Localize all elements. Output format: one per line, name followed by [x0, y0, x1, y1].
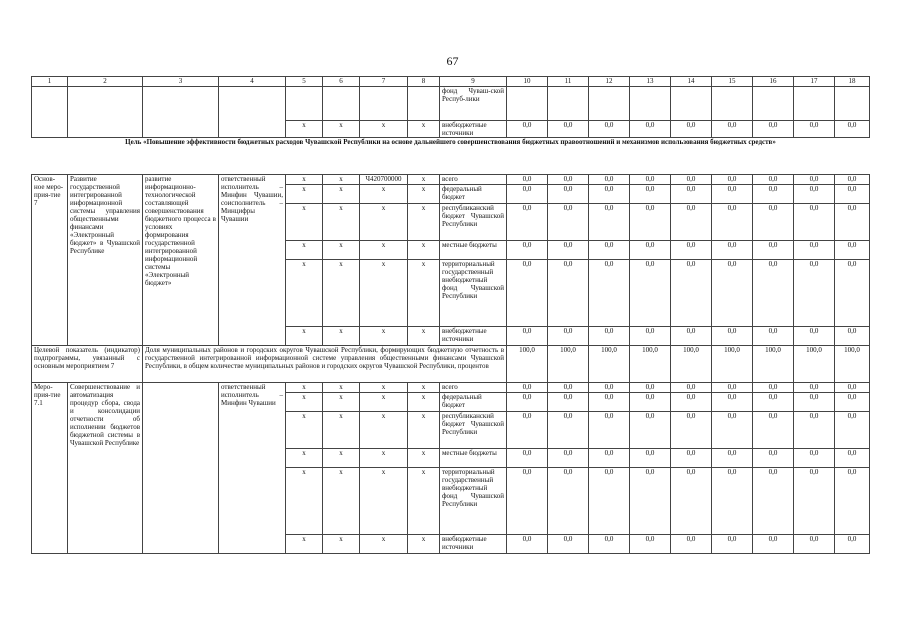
code-cell: x [408, 327, 440, 346]
value-cell: 0,0 [794, 175, 835, 185]
value-cell: 0,0 [507, 535, 548, 554]
code-cell: x [360, 260, 408, 327]
goal-row [32, 138, 870, 175]
value-cell: 0,0 [548, 449, 589, 468]
indicator-value: 100,0 [671, 346, 712, 383]
value-cell: 0,0 [753, 449, 794, 468]
value-cell: 0,0 [507, 260, 548, 327]
value-cell: 0,0 [507, 393, 548, 412]
value-cell: 0,0 [835, 260, 870, 327]
code-cell: x [360, 412, 408, 449]
value-cell: 0,0 [630, 120, 671, 138]
value-cell: 0,0 [712, 260, 753, 327]
code-cell: x [408, 175, 440, 185]
value-cell: 0,0 [712, 393, 753, 412]
column-number: 10 [507, 77, 548, 87]
value-cell: 0,0 [712, 535, 753, 554]
column-number: 17 [794, 77, 835, 87]
value-cell [548, 87, 589, 121]
indicator-value: 100,0 [507, 346, 548, 383]
column-number: 8 [408, 77, 440, 87]
code-cell: x [323, 120, 360, 138]
code-cell: x [360, 185, 408, 204]
value-cell: 0,0 [753, 185, 794, 204]
value-cell: 0,0 [630, 393, 671, 412]
funding-source: местные бюджеты [440, 449, 507, 468]
value-cell [630, 87, 671, 121]
code-cell [323, 87, 360, 121]
value-cell: 0,0 [753, 393, 794, 412]
value-cell: 0,0 [794, 412, 835, 449]
funding-source: республиканский бюджет Чувашской Республики [440, 412, 507, 449]
value-cell: 0,0 [630, 449, 671, 468]
column-number: 13 [630, 77, 671, 87]
funding-source: республиканский бюджет Чувашской Республики [440, 204, 507, 241]
value-cell: 0,0 [589, 327, 630, 346]
value-cell: 0,0 [507, 241, 548, 260]
code-cell: Ч420700000 [360, 175, 408, 185]
value-cell: 0,0 [507, 204, 548, 241]
value-cell: 0,0 [671, 185, 712, 204]
funding-source: фонд Чуваш-ской Респуб-лики [440, 87, 507, 121]
value-cell: 0,0 [794, 383, 835, 393]
value-cell: 0,0 [630, 260, 671, 327]
code-cell: x [286, 185, 323, 204]
value-cell: 0,0 [548, 535, 589, 554]
value-cell: 0,0 [712, 204, 753, 241]
value-cell: 0,0 [753, 260, 794, 327]
value-cell: 0,0 [753, 204, 794, 241]
column-number: 11 [548, 77, 589, 87]
code-cell: x [286, 383, 323, 393]
code-cell: x [323, 241, 360, 260]
value-cell: 0,0 [835, 204, 870, 241]
value-cell: 0,0 [753, 120, 794, 138]
value-cell: 0,0 [589, 241, 630, 260]
code-cell: x [323, 412, 360, 449]
value-cell: 0,0 [548, 393, 589, 412]
code-cell: x [286, 468, 323, 535]
indicator-text: Доля муниципальных районов и городских округов Чувашской Республики, формирующих бюджетную отчетность в государственной интегрированной информационной системе управления общественными финансами Чувашской Республики, в общем количестве муниципальных районов и городских округов Чувашской Республики, процентов [143, 346, 507, 383]
value-cell: 0,0 [507, 383, 548, 393]
empty-cell [32, 87, 68, 121]
value-cell: 0,0 [589, 120, 630, 138]
value-cell: 0,0 [835, 241, 870, 260]
value-cell: 0,0 [507, 120, 548, 138]
value-cell: 0,0 [589, 204, 630, 241]
code-cell: x [286, 241, 323, 260]
value-cell: 0,0 [835, 393, 870, 412]
code-cell: x [323, 449, 360, 468]
value-cell: 0,0 [630, 468, 671, 535]
event-executor: ответственный исполнитель – Минфин Чувашии, соисполнитель – Минцифры Чувашии [219, 175, 286, 346]
goal-text: Цель «Повышение эффективности бюджетных расходов Чувашской Республики на основе дальнейшего совершенствования бюджетных правоотношений и механизмов использования бюджетных средств» [32, 138, 870, 175]
column-number: 5 [286, 77, 323, 87]
code-cell: x [408, 204, 440, 241]
column-number: 6 [323, 77, 360, 87]
code-cell: x [360, 535, 408, 554]
code-cell: x [408, 260, 440, 327]
value-cell: 0,0 [835, 327, 870, 346]
value-cell: 0,0 [835, 535, 870, 554]
column-number: 1 [32, 77, 68, 87]
value-cell [794, 87, 835, 121]
value-cell: 0,0 [548, 383, 589, 393]
empty-cell [32, 120, 68, 138]
value-cell: 0,0 [507, 412, 548, 449]
value-cell: 0,0 [794, 535, 835, 554]
value-cell: 0,0 [507, 185, 548, 204]
column-number: 4 [219, 77, 286, 87]
value-cell: 0,0 [548, 260, 589, 327]
value-cell: 0,0 [712, 241, 753, 260]
value-cell: 0,0 [794, 120, 835, 138]
value-cell: 0,0 [712, 468, 753, 535]
code-cell: x [323, 175, 360, 185]
column-number-row [32, 77, 870, 87]
value-cell: 0,0 [712, 327, 753, 346]
funding-source: всего [440, 383, 507, 393]
value-cell: 0,0 [794, 468, 835, 535]
value-cell: 0,0 [671, 383, 712, 393]
code-cell: x [286, 449, 323, 468]
value-cell: 0,0 [507, 327, 548, 346]
value-cell: 0,0 [507, 449, 548, 468]
funding-source: внебюджетные источники [440, 327, 507, 346]
code-cell: x [408, 449, 440, 468]
value-cell: 0,0 [712, 120, 753, 138]
table-row [32, 383, 870, 393]
column-number: 15 [712, 77, 753, 87]
value-cell [753, 87, 794, 121]
code-cell: x [286, 175, 323, 185]
value-cell: 0,0 [548, 204, 589, 241]
empty-cell [219, 120, 286, 138]
code-cell: x [286, 535, 323, 554]
value-cell: 0,0 [794, 204, 835, 241]
event-executor: ответственный исполнитель – Минфин Чувашии [219, 383, 286, 554]
budget-table [31, 76, 870, 554]
code-cell: x [408, 412, 440, 449]
value-cell: 0,0 [630, 535, 671, 554]
page-number: 67 [446, 54, 459, 68]
value-cell: 0,0 [548, 175, 589, 185]
code-cell: x [360, 241, 408, 260]
value-cell: 0,0 [753, 535, 794, 554]
code-cell: x [323, 468, 360, 535]
value-cell: 0,0 [753, 327, 794, 346]
value-cell: 0,0 [671, 393, 712, 412]
value-cell: 0,0 [589, 185, 630, 204]
indicator-row [32, 346, 870, 383]
value-cell: 0,0 [589, 383, 630, 393]
event-purpose: развитие информационно-технологической составляющей совершенствования бюджетного процесса в условиях формирования государственной интегрированной информационной системы «Электронный бюджет» [143, 175, 219, 346]
value-cell: 0,0 [630, 241, 671, 260]
value-cell: 0,0 [548, 120, 589, 138]
value-cell: 0,0 [835, 383, 870, 393]
value-cell [589, 87, 630, 121]
code-cell: x [408, 468, 440, 535]
value-cell: 0,0 [671, 204, 712, 241]
code-cell: x [360, 327, 408, 346]
empty-cell [68, 120, 143, 138]
value-cell: 0,0 [794, 185, 835, 204]
column-number: 7 [360, 77, 408, 87]
code-cell: x [360, 468, 408, 535]
code-cell: x [408, 383, 440, 393]
code-cell: x [408, 185, 440, 204]
code-cell: x [323, 393, 360, 412]
code-cell: x [360, 120, 408, 138]
column-number: 9 [440, 77, 507, 87]
value-cell: 0,0 [630, 204, 671, 241]
value-cell: 0,0 [630, 327, 671, 346]
value-cell: 0,0 [835, 120, 870, 138]
value-cell: 0,0 [671, 449, 712, 468]
column-number: 12 [589, 77, 630, 87]
value-cell: 0,0 [794, 327, 835, 346]
value-cell: 0,0 [753, 175, 794, 185]
event-number: Меро-прия-тие 7.1 [32, 383, 68, 554]
funding-source: внебюджетные источники [440, 120, 507, 138]
empty-cell [68, 87, 143, 121]
code-cell: x [323, 185, 360, 204]
value-cell: 0,0 [835, 468, 870, 535]
indicator-value: 100,0 [712, 346, 753, 383]
empty-cell [143, 120, 219, 138]
funding-source: федеральный бюджет [440, 185, 507, 204]
value-cell: 0,0 [753, 241, 794, 260]
value-cell: 0,0 [548, 185, 589, 204]
code-cell [286, 87, 323, 121]
value-cell [835, 87, 870, 121]
indicator-label: Целевой показатель (индикатор) подпрограммы, увязанный с основным мероприятием 7 [32, 346, 143, 383]
code-cell: x [323, 327, 360, 346]
value-cell: 0,0 [794, 241, 835, 260]
indicator-value: 100,0 [548, 346, 589, 383]
code-cell: x [408, 241, 440, 260]
value-cell: 0,0 [835, 175, 870, 185]
value-cell: 0,0 [712, 449, 753, 468]
column-number: 3 [143, 77, 219, 87]
event-name: Развитие государственной интегрированной информационной системы управления общественными финансами «Электронный бюджет» в Чувашской Республике [68, 175, 143, 346]
code-cell [360, 87, 408, 121]
code-cell: x [323, 260, 360, 327]
code-cell: x [408, 535, 440, 554]
value-cell: 0,0 [507, 175, 548, 185]
value-cell: 0,0 [671, 175, 712, 185]
value-cell: 0,0 [671, 412, 712, 449]
value-cell: 0,0 [712, 412, 753, 449]
value-cell: 0,0 [753, 412, 794, 449]
value-cell: 0,0 [589, 535, 630, 554]
code-cell: x [286, 120, 323, 138]
funding-source: территориальный государственный внебюджетный фонд Чувашской Республики [440, 260, 507, 327]
event-purpose [143, 383, 219, 554]
code-cell: x [408, 120, 440, 138]
funding-source: всего [440, 175, 507, 185]
value-cell: 0,0 [712, 175, 753, 185]
funding-source: местные бюджеты [440, 241, 507, 260]
value-cell: 0,0 [671, 120, 712, 138]
value-cell: 0,0 [794, 260, 835, 327]
code-cell: x [360, 393, 408, 412]
indicator-value: 100,0 [794, 346, 835, 383]
value-cell: 0,0 [548, 412, 589, 449]
value-cell: 0,0 [753, 468, 794, 535]
value-cell: 0,0 [630, 412, 671, 449]
value-cell: 0,0 [548, 468, 589, 535]
value-cell: 0,0 [589, 449, 630, 468]
table-row [32, 87, 870, 121]
funding-source: внебюджетные источники [440, 535, 507, 554]
code-cell: x [323, 535, 360, 554]
value-cell: 0,0 [548, 327, 589, 346]
value-cell: 0,0 [671, 535, 712, 554]
table-row [32, 120, 870, 138]
code-cell: x [286, 204, 323, 241]
value-cell: 0,0 [753, 383, 794, 393]
value-cell: 0,0 [671, 241, 712, 260]
value-cell: 0,0 [589, 175, 630, 185]
value-cell: 0,0 [794, 393, 835, 412]
column-number: 2 [68, 77, 143, 87]
code-cell: x [323, 383, 360, 393]
code-cell: x [360, 449, 408, 468]
value-cell [671, 87, 712, 121]
code-cell: x [286, 393, 323, 412]
value-cell: 0,0 [671, 468, 712, 535]
value-cell: 0,0 [589, 412, 630, 449]
value-cell [712, 87, 753, 121]
code-cell [408, 87, 440, 121]
value-cell [507, 87, 548, 121]
event-number: Основ-ное меро-прия-тие 7 [32, 175, 68, 346]
code-cell: x [286, 260, 323, 327]
funding-source: территориальный государственный внебюджетный фонд Чувашской Республики [440, 468, 507, 535]
value-cell: 0,0 [589, 468, 630, 535]
code-cell: x [286, 412, 323, 449]
column-number: 16 [753, 77, 794, 87]
value-cell: 0,0 [671, 327, 712, 346]
value-cell: 0,0 [712, 383, 753, 393]
indicator-value: 100,0 [589, 346, 630, 383]
indicator-value: 100,0 [753, 346, 794, 383]
value-cell: 0,0 [630, 383, 671, 393]
table-row [32, 175, 870, 185]
value-cell: 0,0 [835, 449, 870, 468]
code-cell: x [323, 204, 360, 241]
value-cell: 0,0 [589, 260, 630, 327]
value-cell: 0,0 [548, 241, 589, 260]
code-cell: x [286, 327, 323, 346]
value-cell: 0,0 [794, 449, 835, 468]
indicator-value: 100,0 [835, 346, 870, 383]
empty-cell [143, 87, 219, 121]
value-cell: 0,0 [712, 185, 753, 204]
column-number: 18 [835, 77, 870, 87]
indicator-value: 100,0 [630, 346, 671, 383]
value-cell: 0,0 [507, 468, 548, 535]
value-cell: 0,0 [835, 412, 870, 449]
column-number: 14 [671, 77, 712, 87]
value-cell: 0,0 [630, 175, 671, 185]
code-cell: x [408, 393, 440, 412]
value-cell: 0,0 [589, 393, 630, 412]
code-cell: x [360, 383, 408, 393]
code-cell: x [360, 204, 408, 241]
event-name: Совершенствование и автоматизация процедур сбора, свода и консолидации отчетности об исполнении бюджетов бюджетной системы в Чувашской Республике [68, 383, 143, 554]
empty-cell [219, 87, 286, 121]
funding-source: федеральный бюджет [440, 393, 507, 412]
value-cell: 0,0 [630, 185, 671, 204]
value-cell: 0,0 [671, 260, 712, 327]
value-cell: 0,0 [835, 185, 870, 204]
